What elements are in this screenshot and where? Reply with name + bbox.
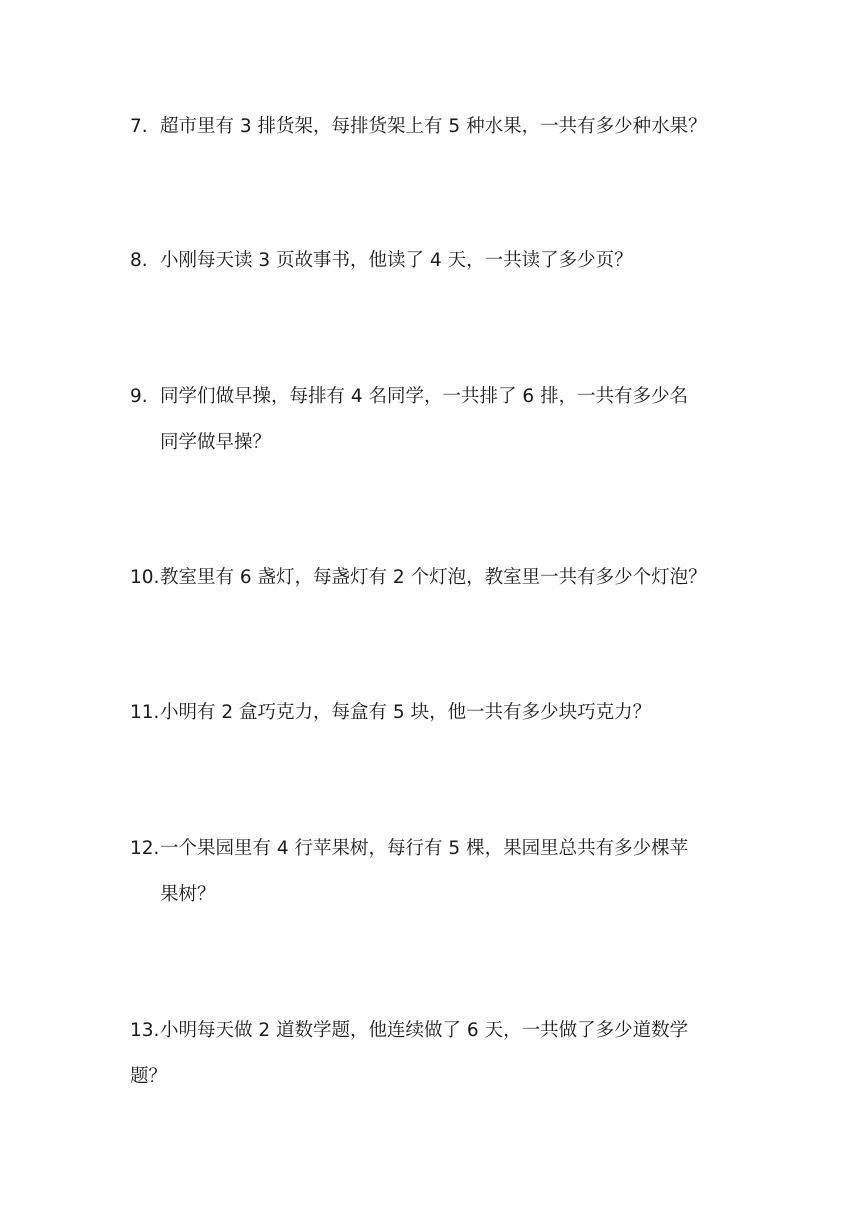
question-8: [130, 238, 740, 284]
question-text-continued: 同学做早操？: [160, 432, 272, 453]
question-number: 12.: [130, 838, 160, 859]
question-number: 8.: [130, 250, 148, 271]
question-text: 同学们做早操，每排有 4 名同学，一共排了 6 排，一共有多少名: [160, 386, 689, 407]
question-10: [130, 555, 740, 601]
question-text: 小刚每天读 3 页故事书，他读了 4 天，一共读了多少页？: [160, 250, 633, 271]
question-text: 一个果园里有 4 行苹果树，每行有 5 棵，果园里总共有多少棵苹: [160, 838, 689, 859]
question-text: 小明有 2 盒巧克力，每盒有 5 块，他一共有多少块巧克力？: [160, 702, 652, 723]
question-text-continued: 题？: [130, 1066, 168, 1087]
question-7: [130, 104, 740, 150]
question-11: [130, 690, 740, 736]
question-number: 7.: [130, 116, 148, 137]
question-number: 13.: [130, 1020, 160, 1041]
question-13: [130, 1008, 740, 1100]
question-text: 教室里有 6 盏灯，每盏灯有 2 个灯泡，教室里一共有多少个灯泡？: [160, 567, 707, 588]
question-text-continued: 果树？: [160, 884, 216, 905]
question-12: [130, 826, 740, 918]
question-text: 超市里有 3 排货架，每排货架上有 5 种水果，一共有多少种水果？: [160, 116, 707, 137]
question-9: [130, 374, 740, 466]
question-text: 小明每天做 2 道数学题，他连续做了 6 天，一共做了多少道数学: [160, 1020, 689, 1041]
question-number: 11.: [130, 702, 160, 723]
question-number: 10.: [130, 567, 160, 588]
question-number: 9.: [130, 386, 148, 407]
